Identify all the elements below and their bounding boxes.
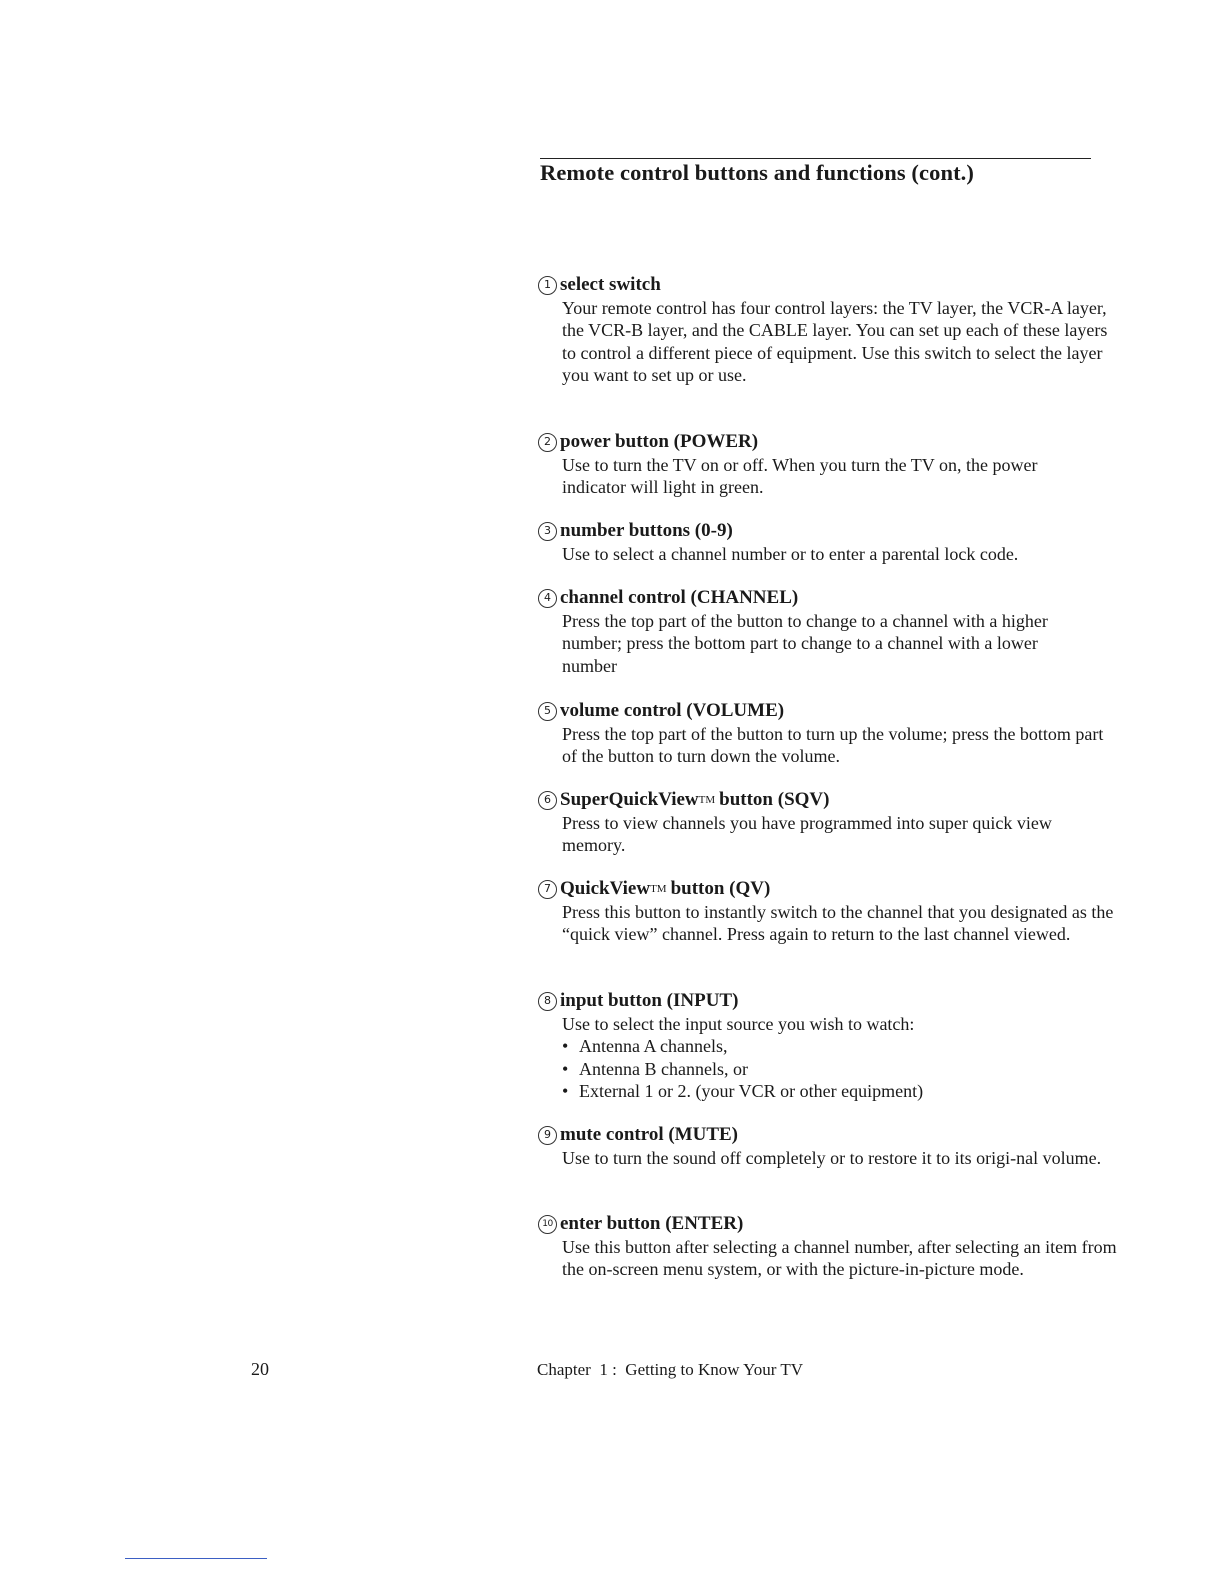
item-heading (538, 1124, 1118, 1146)
item-select-switch (538, 274, 1118, 386)
circled-number-icon: 1 (538, 276, 557, 295)
item-input-button (538, 990, 1118, 1102)
item-title-main: QuickView (560, 878, 651, 899)
item-description: Use this button after selecting a channel number, after selecting an item from the on-screen menu system, or with the picture-in-picture mode. (562, 1237, 1117, 1280)
item-description: Press to view channels you have programmed into super quick view memory. (562, 813, 1052, 856)
scan-edge-line (125, 1558, 267, 1559)
item-description: Use to turn the sound off completely or to restore it to its origi-nal volume. (562, 1148, 1102, 1168)
circled-number-icon: 8 (538, 992, 557, 1011)
item-title-main: SuperQuickView (560, 789, 699, 810)
footer-chapter: Chapter 1 : Getting to Know Your TV (537, 1360, 804, 1379)
item-heading (538, 1213, 1118, 1235)
item-title: volume control (VOLUME) (560, 700, 785, 721)
list-item: • Antenna B channels, or (562, 1058, 1118, 1080)
circled-number-icon: 7 (538, 880, 557, 899)
circled-number-icon: 2 (538, 433, 557, 452)
item-heading (538, 990, 1118, 1012)
circled-number-icon: 4 (538, 589, 557, 608)
item-title: enter button (ENTER) (560, 1213, 744, 1234)
input-source-list (562, 1035, 1118, 1102)
item-heading (538, 431, 1118, 453)
item-heading (538, 520, 1118, 542)
item-description: Your remote control has four control layers: the TV layer, the VCR-A layer, the VCR-B layer, and the CABLE layer. You can set up each of these layers to control a different piece of equipment. Use this switch to select the layer you want to set up or use. (562, 298, 1108, 385)
list-item: • Antenna A channels, (562, 1035, 1118, 1057)
item-heading (538, 700, 1118, 722)
item-description: Use to select a channel number or to enter a parental lock code. (562, 544, 1019, 564)
page-title: Remote control buttons and functions (cont.) (540, 160, 974, 185)
circled-number-icon: 6 (538, 791, 557, 810)
item-number-buttons (538, 520, 1118, 565)
item-heading (538, 274, 1118, 296)
circled-number-icon: 5 (538, 702, 557, 721)
item-heading: 6 SuperQuickView TM button (SQV) (538, 789, 1118, 811)
item-description-block (562, 1013, 1118, 1102)
item-channel-control (538, 587, 1118, 677)
item-mute-control (538, 1124, 1118, 1169)
item-title: input button (INPUT) (560, 990, 739, 1011)
item-superquickview-button (538, 789, 1118, 857)
item-quickview-button (538, 878, 1118, 946)
list-item: • External 1 or 2. (your VCR or other equipment) (562, 1080, 1118, 1102)
page-number: 20 (251, 1359, 269, 1379)
item-description: Press this button to instantly switch to the channel that you designated as the “quick view” channel. Press again to return to the last channel viewed. (562, 902, 1114, 945)
item-heading: 7 QuickView TM button (QV) (538, 878, 1118, 900)
item-power-button (538, 431, 1118, 499)
item-volume-control (538, 700, 1118, 768)
circled-number-icon: 10 (538, 1215, 557, 1234)
item-enter-button (538, 1213, 1118, 1281)
item-description: Use to select the input source you wish to watch: (562, 1014, 915, 1034)
header-rule (540, 158, 1091, 159)
circled-number-icon: 3 (538, 522, 557, 541)
item-title: mute control (MUTE) (560, 1124, 739, 1145)
item-description: Press the top part of the button to change to a channel with a higher number; press the bottom part to change to a channel with a lower number (562, 611, 1048, 676)
item-title: channel control (CHANNEL) (560, 587, 799, 608)
item-description: Press the top part of the button to turn up the volume; press the bottom part of the button to turn down the volume. (562, 724, 1104, 767)
item-heading (538, 587, 1118, 609)
item-title-rest: button (QV) (670, 878, 771, 899)
item-description: Use to turn the TV on or off. When you turn the TV on, the power indicator will light in green. (562, 455, 1038, 498)
item-title-rest: button (SQV) (719, 789, 830, 810)
circled-number-icon: 9 (538, 1126, 557, 1145)
item-title: select switch (560, 274, 661, 295)
item-title: number buttons (0-9) (560, 520, 733, 541)
item-title: power button (POWER) (560, 431, 759, 452)
